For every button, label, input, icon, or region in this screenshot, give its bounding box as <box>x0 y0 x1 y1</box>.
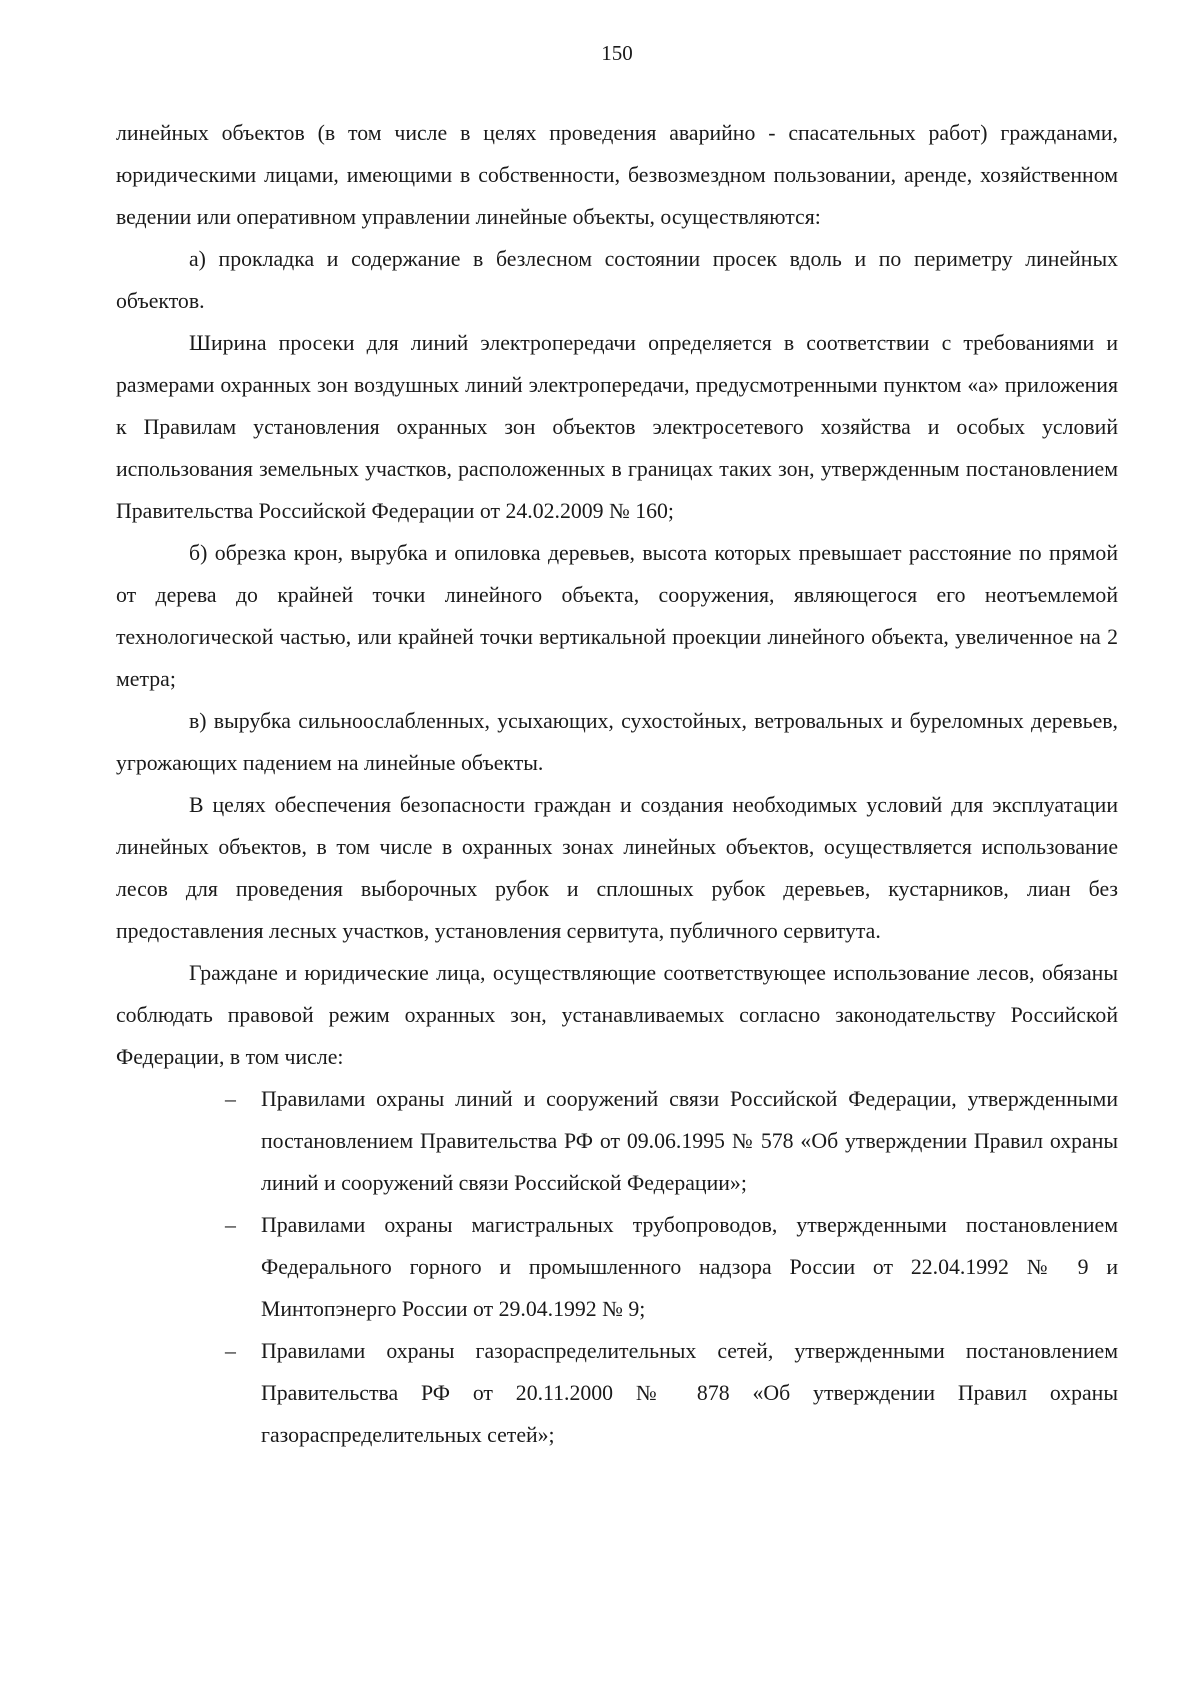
paragraph-clearing-width: Ширина просеки для линий электропередачи определяется в соответствии с требованиями и размерами охранных зон воздушных линий электропередачи, предусмотренными пунктом «а» приложения к Правилам установления охранных зон объектов электросетевого хозяйства и особых условий использования земельных участков, расположенных в границах таких зон, утвержденным постановлением Правительства Российской Федерации от 24.02.2009 № 160; <box>116 331 1118 523</box>
dash-bullet: – <box>225 1213 236 1237</box>
paragraph-obligations: Граждане и юридические лица, осуществляющие соответствующее использование лесов, обязаны соблюдать правовой режим охранных зон, устанавливаемых согласно законодательству Российской Федерации, в том числе: <box>116 961 1118 1069</box>
paragraph-item-v: в) вырубка сильноослабленных, усыхающих, сухостойных, ветровальных и буреломных деревьев, угрожающих падением на линейные объекты. <box>116 709 1118 775</box>
dash-bullet: – <box>225 1339 236 1363</box>
list-item-text: Правилами охраны газораспределительных сетей, утвержденными постановлением Правительства РФ от 20.11.2000 № 878 «Об утверждении Правил охраны газораспределительных сетей»; <box>261 1339 1118 1447</box>
list-item <box>116 1204 1118 1330</box>
list-item-text: Правилами охраны магистральных трубопроводов, утвержденными постановлением Федерального горного и промышленного надзора России от 22.04.1992 № 9 и Минтопэнерго России от 29.04.1992 № 9; <box>261 1213 1118 1321</box>
dash-bullet: – <box>225 1087 236 1111</box>
list-item <box>116 1330 1118 1456</box>
paragraph-safety: В целях обеспечения безопасности граждан и создания необходимых условий для эксплуатации линейных объектов, в том числе в охранных зонах линейных объектов, осуществляется использование лесов для проведения выборочных рубок и сплошных рубок деревьев, кустарников, лиан без предоставления лесных участков, установления сервитута, публичного сервитута. <box>116 793 1118 943</box>
regulations-list <box>116 1078 1118 1456</box>
paragraph-continuation: линейных объектов (в том числе в целях проведения аварийно - спасательных работ) гражданами, юридическими лицами, имеющими в собственности, безвозмездном пользовании, аренде, хозяйственном ведении или оперативном управлении линейные объекты, осуществляются: <box>116 121 1118 229</box>
page-number: 150 <box>601 41 633 65</box>
document-body <box>116 112 1118 1456</box>
paragraph-item-a: а) прокладка и содержание в безлесном состоянии просек вдоль и по периметру линейных объектов. <box>116 247 1118 313</box>
list-item-text: Правилами охраны линий и сооружений связи Российской Федерации, утвержденными постановлением Правительства РФ от 09.06.1995 № 578 «Об утверждении Правил охраны линий и сооружений связи Российской Федерации»; <box>261 1087 1118 1195</box>
list-item <box>116 1078 1118 1204</box>
paragraph-item-b: б) обрезка крон, вырубка и опиловка деревьев, высота которых превышает расстояние по прямой от дерева до крайней точки линейного объекта, сооружения, являющегося его неотъемлемой технологической частью, или крайней точки вертикальной проекции линейного объекта, увеличенное на 2 метра; <box>116 541 1118 691</box>
